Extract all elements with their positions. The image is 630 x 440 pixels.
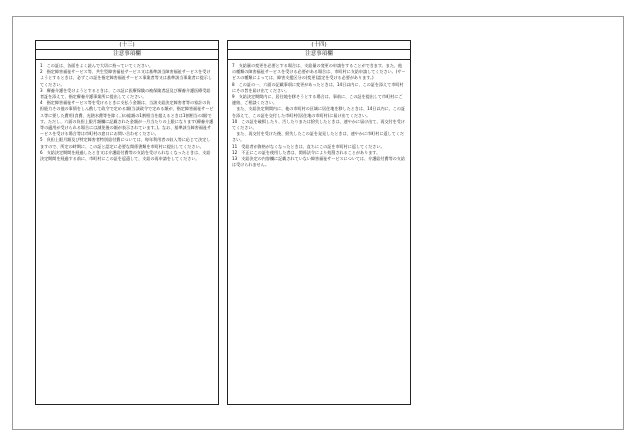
note-item: 8 この証の一、六面の記載事項に変更があったときは、14日以内に、この証を添えて市町村にその旨を届け出てください。 <box>232 81 404 93</box>
panel-title: 注意事項欄 <box>36 50 218 60</box>
panel-title: 注意事項欄 <box>228 50 410 60</box>
notes-panel <box>227 49 411 405</box>
note-item: 4 指定障害福祉サービス等を受けるときに支払う金額は、当該支給決定障害者等の家計の負担能力その他の事情をしん酌して政令で定める額(当該政令で定める額が、指定障害福祉サービス等に要した費用(食費、光熱水費等を除く。)の総額の1割相当を超えるときは1割相当の額)です。ただし、六面の負担上限月額欄に記載された金額が一月当たりの上限になります(療養介護等の適用が受けられる場合には減免後の額が表示されています。)。なお、基準該当障害福祉サービスを受ける場合等は市町村の窓口にお問い合わせください。 <box>40 100 214 137</box>
notes-panel <box>35 49 219 405</box>
note-item: また、支給決定期間内に、他の市町村の区域に居住地を移したときは、14日以内に、この証を添えて、この証を交付した市町村(居住地の市町村)に届け出てください。 <box>232 106 406 118</box>
page-thirteen <box>35 40 219 405</box>
page-fourteen <box>227 40 411 405</box>
page-number: (十四) <box>227 40 411 49</box>
notes-list <box>36 60 218 165</box>
notes-list <box>228 60 410 171</box>
note-item: 2 指定障害福祉サービス等、共生型障害福祉サービス又は基準該当障害福祉サービスを受けようとするときは、必ずこの証を指定障害福祉サービス事業者等又は基準該当事業者に提示してください。 <box>40 69 212 87</box>
note-item: 10 この証を破損したり、汚したりまたは紛失したときは、速やかに届け出て、再交付を受けてください。 <box>232 118 405 131</box>
note-item: また、再交付を受けた後、紛失したこの証を発見したときは、速やかに市町村に返してください。 <box>232 131 404 143</box>
note-item: 1 この証は、各面をよく読んで大切に持っていてください。 <box>40 63 154 68</box>
note-item: 13 支給決定の内容欄に記載されていない障害福祉サービスについては、介護給付費等の支給は受けられません。 <box>232 156 405 168</box>
note-item: 6 支給決定期間を経過したとき又は介護給付費等の支給を受けられなくなったときは、支給決定期間を経過する前に、市町村にこの証を返還して、支給の再申請をしてください。 <box>40 149 211 162</box>
note-item: 7 支給量の変更を必要とする場合は、支給量の変更の申請をすることができます。また、他の種類の障害福祉サービスを受ける必要がある場合は、市町村に支給申請してください。(サービスの種類によっては、障害支援区分の(変更)認定を受ける必要があります。) <box>232 63 406 81</box>
note-item: 5 負担上限月額及び特定障害者特別給付費については、毎年利用者の収入等に応じて決定しますので、所定の時期に、この証と認定に必要な関係書類を市町村に提出してください。 <box>40 137 211 149</box>
page-number: (十三) <box>35 40 219 49</box>
note-item: 11 受給者が資格がなくなったときは、直ちにこの証を市町村に返してください。 <box>232 143 385 149</box>
note-item: 9 支給決定期間内に、居住地を移そうとする場合は、事前に、この証を提出して市町村にご連絡、ご相談ください。 <box>232 94 403 106</box>
note-item: 12 不正にこの証を使用した者は、関係法令により処罰されることがあります。 <box>232 149 381 155</box>
note-item: 3 療養介護を受けようとするときは、この証に医療保険の被保険者証及び療養介護医療受給者証を添えて、指定療養介護事業所に提出してください。 <box>40 87 211 100</box>
